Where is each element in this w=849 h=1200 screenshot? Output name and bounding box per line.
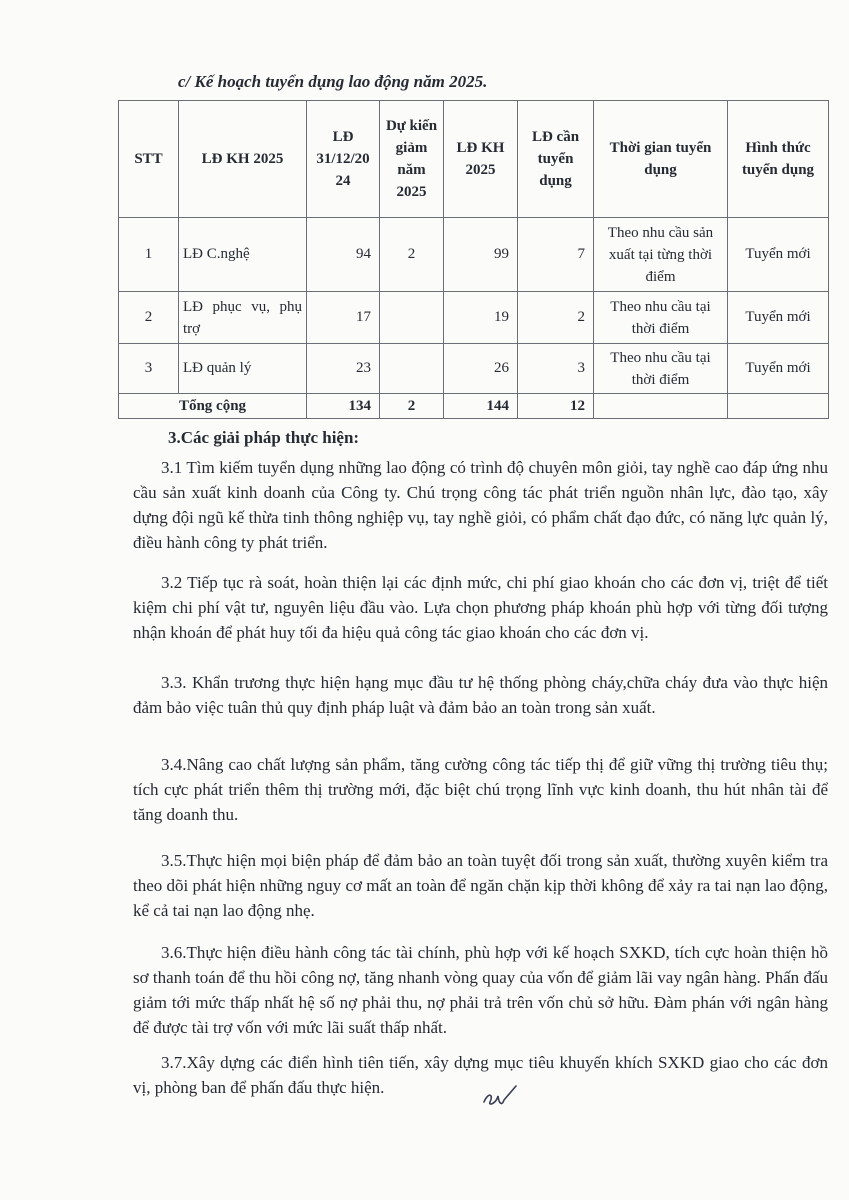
row-can-tuyen: 2 <box>518 292 594 344</box>
row-stt: 2 <box>119 292 179 344</box>
initials-signature-icon <box>480 1082 520 1110</box>
row-kh-2025: 99 <box>444 218 518 292</box>
paragraph-text: 3.3. Khẩn trương thực hiện hạng mục đầu tư hệ thống phòng cháy,chữa cháy đưa vào thực hiện đảm bảo việc tuân thủ quy định pháp luật và đảm bảo an toàn trong sản xuất. <box>133 673 828 717</box>
row-ld-2024: 23 <box>307 344 380 394</box>
section-heading-recruitment: c/ Kế hoạch tuyển dụng lao động năm 2025. <box>178 72 488 91</box>
paragraph-3-1 <box>133 455 828 555</box>
table-row <box>119 218 829 292</box>
row-time: Theo nhu cầu tại thời điểm <box>594 344 728 394</box>
total-kh-2025: 144 <box>444 394 518 419</box>
solutions-title: 3.Các giải pháp thực hiện: <box>168 428 360 447</box>
row-form: Tuyển mới <box>728 344 829 394</box>
table-row <box>119 344 829 394</box>
total-label: Tổng cộng <box>119 394 307 419</box>
paragraph-text: 3.4.Nâng cao chất lượng sản phẩm, tăng cường công tác tiếp thị để giữ vững thị trường tiêu thụ; tích cực phát triển thêm thị trường mới, đặc biệt chú trọng lĩnh vực kinh doanh, thu hút nhân tài để tăng doanh thu. <box>133 755 828 824</box>
row-time: Theo nhu cầu tại thời điểm <box>594 292 728 344</box>
row-stt: 1 <box>119 218 179 292</box>
paragraph-text: 3.2 Tiếp tục rà soát, hoàn thiện lại các định mức, chi phí giao khoán cho các đơn vị, triệt để tiết kiệm chi phí vật tư, nguyên liệu đầu vào. Lựa chọn phương pháp khoán phù hợp với từng đối tượng nhận khoán để phát huy tối đa hiệu quả công tác giao khoán cho các đơn vị. <box>133 573 828 642</box>
paragraph-text: 3.1 Tìm kiếm tuyển dụng những lao động có trình độ chuyên môn giỏi, tay nghề cao đáp ứng nhu cầu sản xuất kinh doanh của Công ty. Chú trọng công tác phát triển nguồn nhân lực, đào tạo, xây dựng đội ngũ kế thừa tinh thông nghiệp vụ, tay nghề giỏi, có phẩm chất đạo đức, có năng lực quản lý, điều hành công ty phát triển. <box>133 458 828 552</box>
row-giam: 2 <box>380 218 444 292</box>
row-name: LĐ phục vụ, phụ trợ <box>179 292 307 344</box>
row-can-tuyen: 7 <box>518 218 594 292</box>
header-du-kien-giam: Dự kiến giảm năm 2025 <box>380 101 444 218</box>
total-ld-2024: 134 <box>307 394 380 419</box>
paragraph-3-5 <box>133 848 828 923</box>
row-ld-2024: 94 <box>307 218 380 292</box>
paragraph-3-3 <box>133 670 828 720</box>
paragraph-3-2 <box>133 570 828 645</box>
row-form: Tuyển mới <box>728 292 829 344</box>
recruitment-plan-table <box>118 100 829 419</box>
paragraph-text: 3.5.Thực hiện mọi biện pháp để đảm bảo an toàn tuyệt đối trong sản xuất, thường xuyên kiểm tra theo dõi phát hiện những nguy cơ mất an toàn để ngăn chặn kịp thời không để xảy ra tai nạn lao động, kể cả tai nạn lao động nhẹ. <box>133 851 828 920</box>
table-total-row <box>119 394 829 419</box>
row-giam <box>380 344 444 394</box>
header-ld-can-tuyen: LĐ cần tuyển dụng <box>518 101 594 218</box>
total-time-empty <box>594 394 728 419</box>
row-kh-2025: 26 <box>444 344 518 394</box>
header-hinh-thuc: Hình thức tuyển dụng <box>728 101 829 218</box>
total-giam: 2 <box>380 394 444 419</box>
paragraph-text: 3.6.Thực hiện điều hành công tác tài chính, phù hợp với kế hoạch SXKD, tích cực hoàn thiện hồ sơ thanh toán để thu hồi công nợ, tăng nhanh vòng quay của vốn để giảm lãi vay ngân hàng. Phấn đấu giảm tới mức thấp nhất hệ số nợ phải thu, nợ phải trả trên vốn chủ sở hữu. Đàm phán với ngân hàng để được tài trợ vốn với mức lãi suất thấp nhất. <box>133 943 828 1037</box>
row-giam <box>380 292 444 344</box>
row-time: Theo nhu cầu sản xuất tại từng thời điểm <box>594 218 728 292</box>
row-kh-2025: 19 <box>444 292 518 344</box>
header-ld-kh-2025: LĐ KH 2025 <box>179 101 307 218</box>
header-thoi-gian: Thời gian tuyển dụng <box>594 101 728 218</box>
table-header-row <box>119 101 829 218</box>
row-stt: 3 <box>119 344 179 394</box>
row-name: LĐ C.nghệ <box>179 218 307 292</box>
paragraph-text: 3.7.Xây dựng các điển hình tiên tiến, xây dựng mục tiêu khuyến khích SXKD giao cho các đơn vị, phòng ban để phấn đấu thực hiện. <box>133 1053 828 1097</box>
header-stt: STT <box>119 101 179 218</box>
header-ld-kh-2025-plan: LĐ KH 2025 <box>444 101 518 218</box>
header-ld-31-12-2024: LĐ 31/12/20 24 <box>307 101 380 218</box>
row-name: LĐ quản lý <box>179 344 307 394</box>
total-form-empty <box>728 394 829 419</box>
row-can-tuyen: 3 <box>518 344 594 394</box>
paragraph-3-4 <box>133 752 828 827</box>
row-ld-2024: 17 <box>307 292 380 344</box>
row-form: Tuyển mới <box>728 218 829 292</box>
table-row <box>119 292 829 344</box>
total-can-tuyen: 12 <box>518 394 594 419</box>
paragraph-3-6 <box>133 940 828 1040</box>
